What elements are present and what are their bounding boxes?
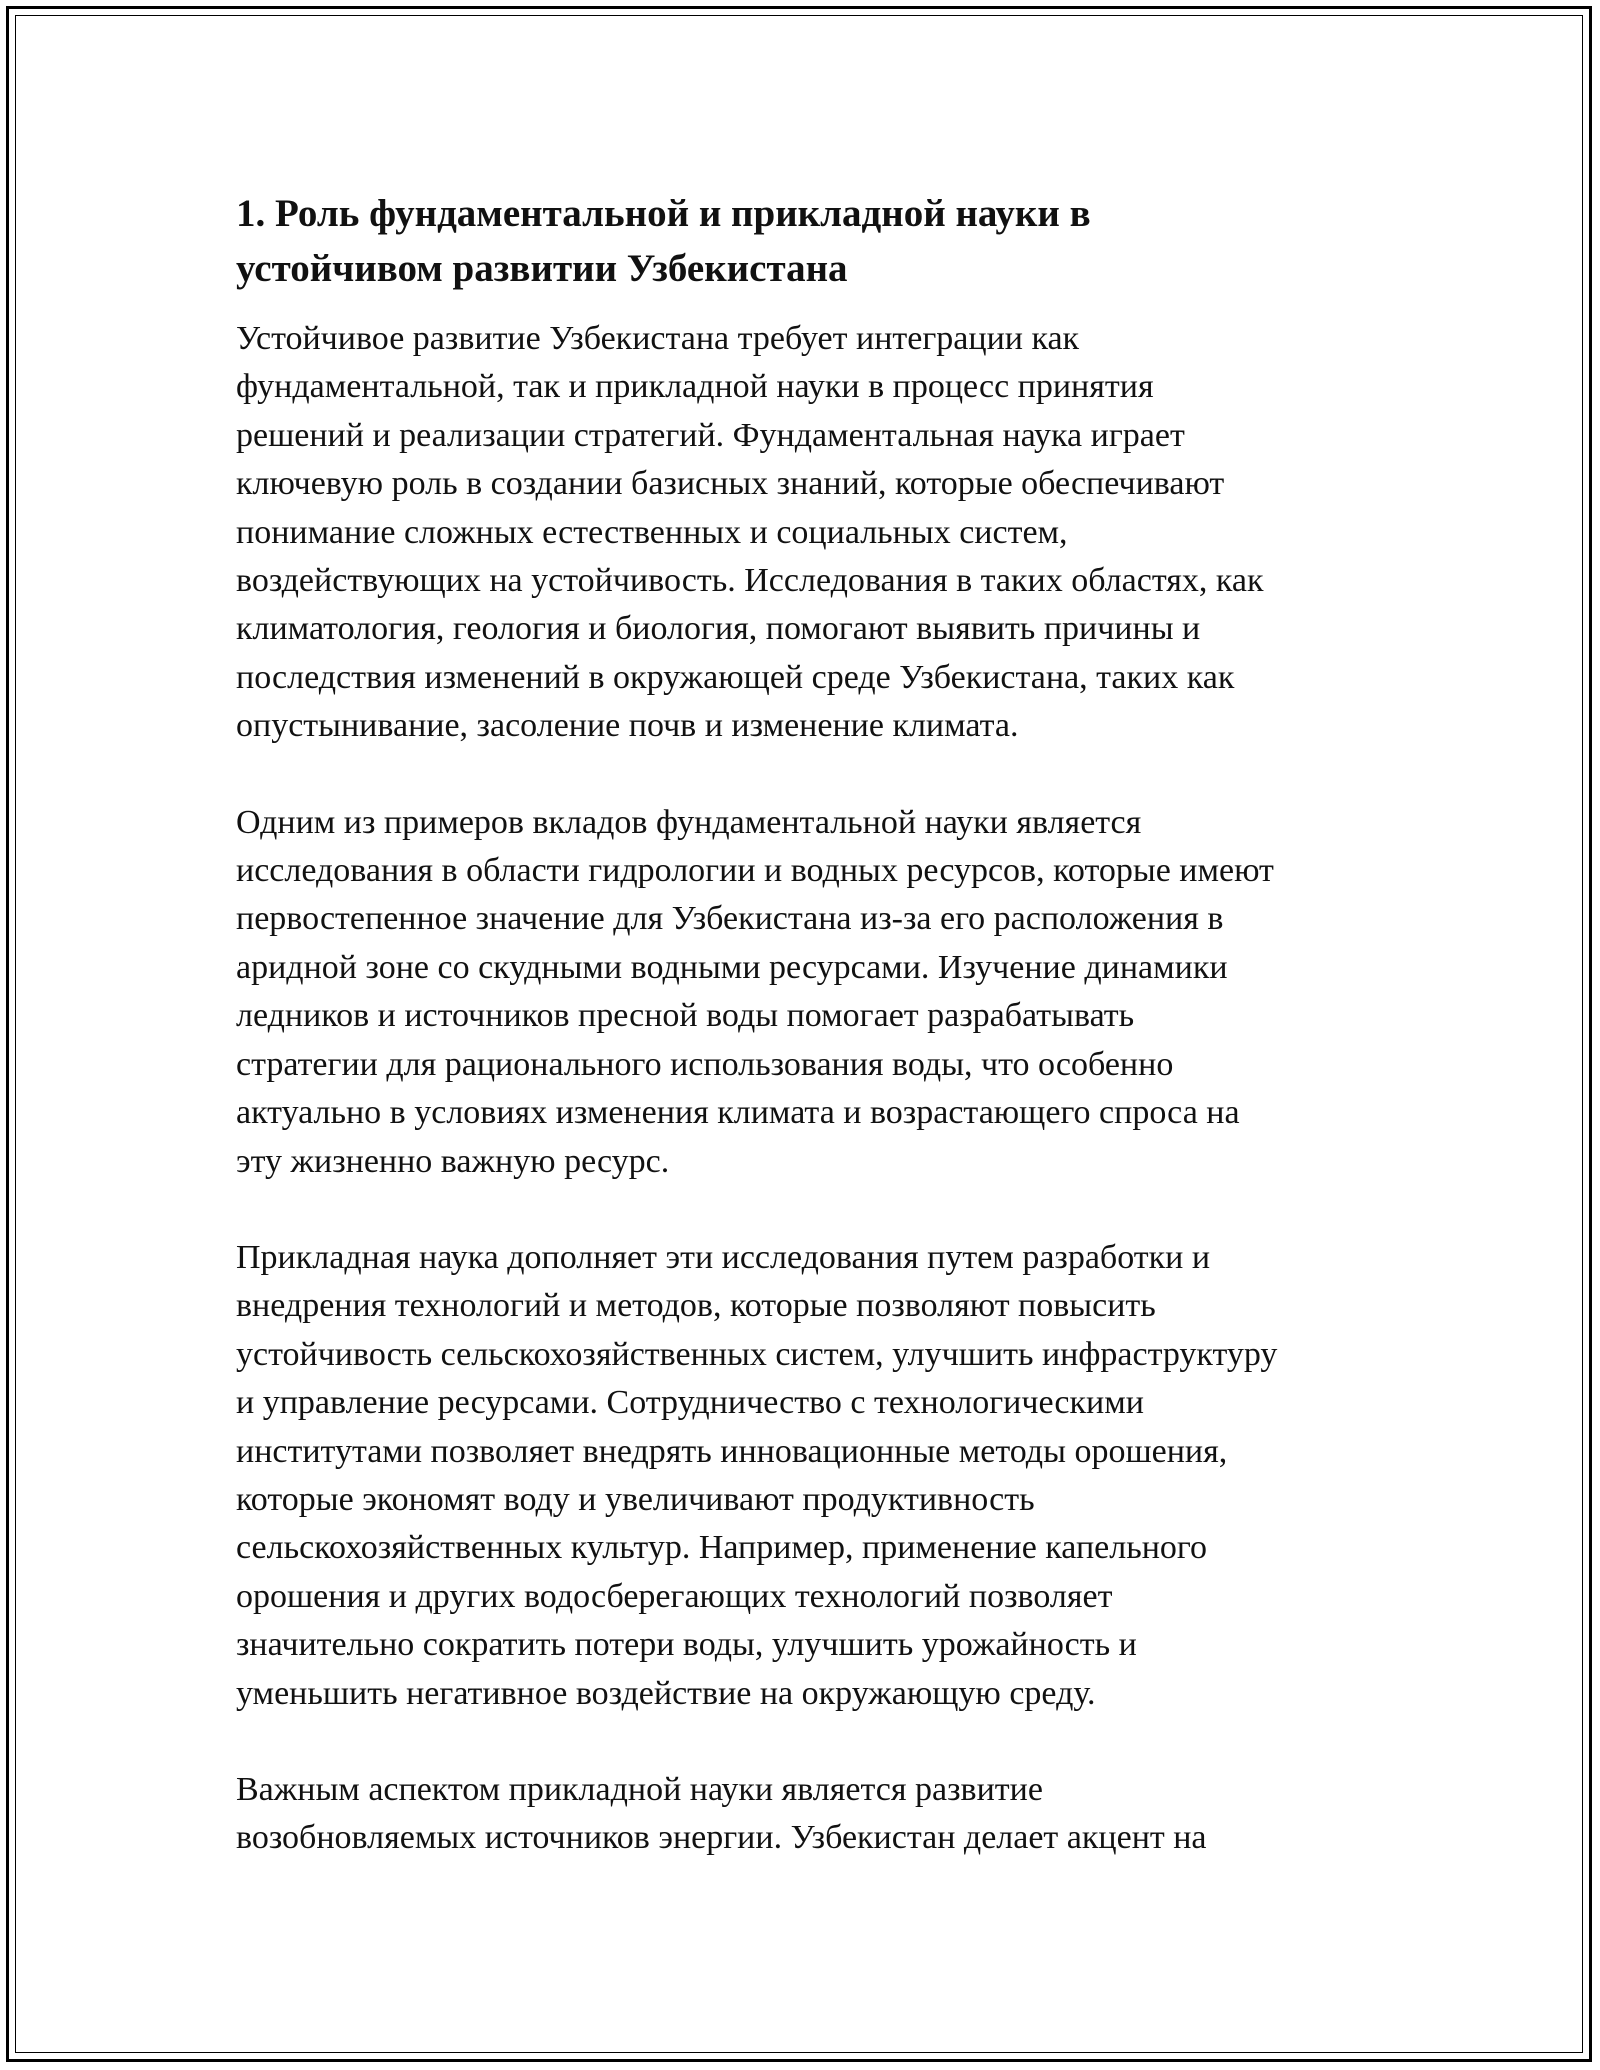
section-heading-line-1: 1. Роль фундаментальной и прикладной науки в <box>236 192 1091 235</box>
section-heading-line-2: устойчивом развитии Узбекистана <box>236 247 848 290</box>
paragraph-2: Одним из примеров вкладов фундаментальной науки является исследования в области гидрологии и водных ресурсов, которые имеют первостепенное значение для Узбекистана из-за его расположения в аридной зоне со скудными водными ресурсами. Изучение динамики ледников и источников пресной воды помогает разрабатывать стратегии для рационального использования воды, что особенно актуально в условиях изменения климата и возрастающего спроса на эту жизненно важную ресурс. <box>236 803 1274 1180</box>
paragraph-4: Важным аспектом прикладной науки является развитие возобновляемых источников энергии. Узбекистан делает акцент на <box>236 1770 1207 1857</box>
section-heading <box>236 186 1376 296</box>
document-body <box>236 186 1376 1911</box>
paragraph-1: Устойчивое развитие Узбекистана требует интеграции как фундаментальной, так и прикладной науки в процесс принятия решений и реализации стратегий. Фундаментальная наука играет ключевую роль в создании базисных знаний, которые обеспечивают понимание сложных естественных и социальных систем, воздействующих на устойчивость. Исследования в таких областях, как климатология, геология и биология, помогают выявить причины и последствия изменений в окружающей среде Узбекистана, таких как опустынивание, засоление почв и изменение климата. <box>236 320 1264 745</box>
paragraph-3: Прикладная наука дополняет эти исследования путем разработки и внедрения технологий и методов, которые позволяют повысить устойчивость сельскохозяйственных систем, улучшить инфраструктуру и управление ресурсами. Сотрудничество с технологическими институтами позволяет внедрять инновационные методы орошения, которые экономят воду и увеличивают продуктивность сельскохозяйственных культур. Например, применение капельного орошения и других водосберегающих технологий позволяет значительно сократить потери воды, улучшить урожайность и уменьшить негативное воздействие на окружающую среду. <box>236 1238 1278 1712</box>
